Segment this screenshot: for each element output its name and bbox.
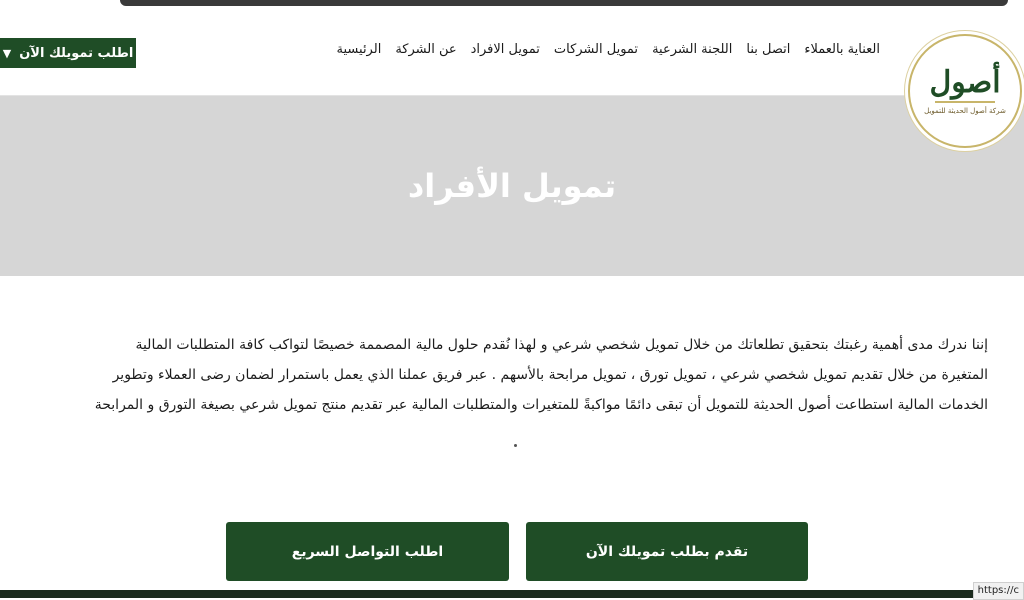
status-url-tooltip: https://c — [973, 582, 1024, 600]
main-nav — [337, 42, 880, 57]
intro-text — [40, 330, 988, 420]
intro-line: إننا ندرك مدى أهمية رغبتك بتحقيق تطلعاتك من خلال تمويل شخصي شرعي و لهذا نُقدم حلول مالية المصممة خصيصًا لتواكب كافة المتطلبات المالية — [135, 337, 988, 353]
apply-finance-button[interactable]: تقدم بطلب تمويلك الآن — [526, 522, 808, 581]
intro-line: الخدمات المالية استطاعت أصول الحديثة للتمويل أن تبقى دائمًا مواكبةً للمتغيرات والمتطلبات المالية عبر تقديم منتج تمويل شرعي بصيغة التورق و المرابحة — [94, 397, 988, 413]
chevron-down-icon: ▼ — [2, 46, 12, 60]
intro-line: المتغيرة من خلال تقديم تمويل شخصي شرعي ، تمويل تورق ، تمويل مرابحة بالأسهم . عبر فريق عملنا الذي يعمل باستمرار لضمان رضى العملاء وتطوير — [112, 367, 988, 383]
nav-about[interactable]: عن الشركة — [395, 42, 457, 57]
company-logo[interactable] — [908, 34, 1022, 148]
quick-contact-button[interactable]: اطلب التواصل السريع — [226, 522, 509, 581]
request-finance-label: اطلب تمويلك الآن — [19, 45, 134, 61]
nav-individual-finance[interactable]: تمويل الافراد — [470, 42, 540, 57]
request-finance-button[interactable] — [0, 38, 136, 68]
site-header — [0, 12, 1024, 115]
page-title: تمويل الأفراد — [407, 167, 617, 205]
nav-sharia-committee[interactable]: اللجنة الشرعية — [652, 42, 733, 57]
footer-strip — [0, 590, 1024, 598]
nav-home[interactable]: الرئيسية — [336, 42, 382, 57]
nav-customer-care[interactable]: العناية بالعملاء — [804, 42, 880, 57]
nav-corporate-finance[interactable]: تمويل الشركات — [553, 42, 639, 57]
logo-wordmark: أصول — [929, 64, 1001, 100]
nav-contact[interactable]: اتصل بنا — [746, 42, 791, 57]
text-end-dot — [514, 444, 517, 447]
browser-address-bar[interactable] — [120, 0, 1008, 6]
page-banner — [0, 96, 1024, 276]
logo-divider — [935, 101, 995, 103]
browser-top-strip — [0, 0, 1024, 12]
logo-tagline: شركة أصول الحديثة للتمويل — [924, 106, 1006, 115]
